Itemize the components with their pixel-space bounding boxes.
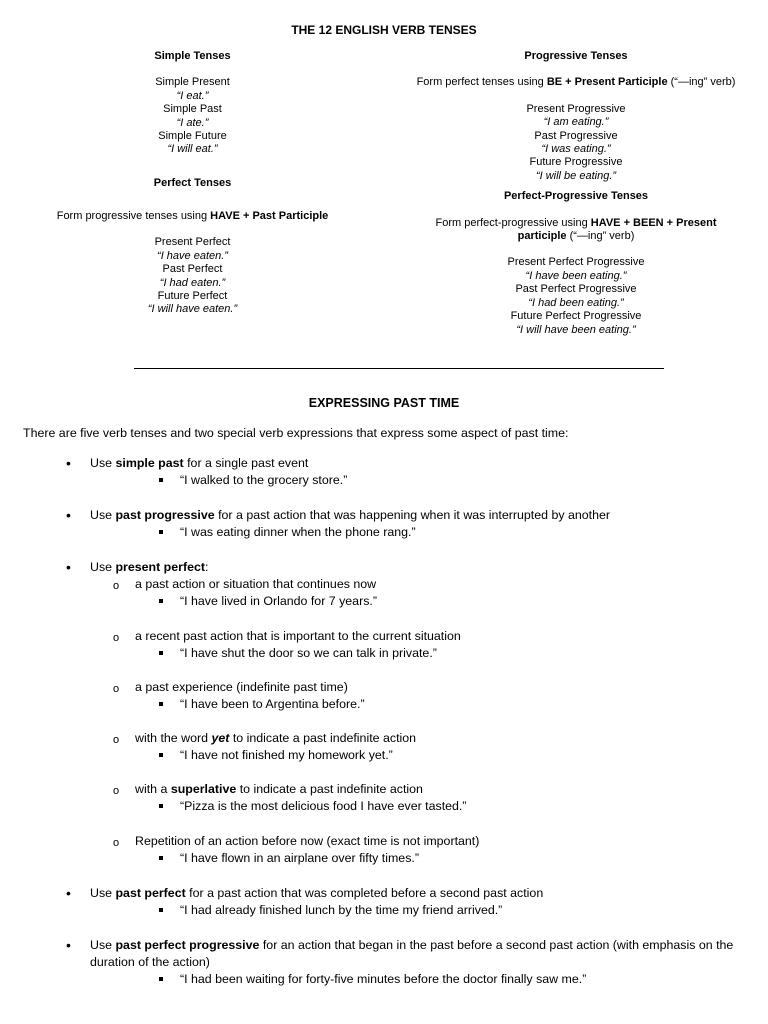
bullet-continuation: duration of the action) <box>90 955 210 969</box>
text: Use <box>90 560 116 574</box>
example-sentence: “I had already finished lunch by the time my friend arrived.” <box>180 903 503 917</box>
tense-name: Simple Future <box>158 130 227 143</box>
square-bullet-icon <box>159 478 163 482</box>
tense-example: “I eat.” <box>176 89 209 102</box>
tense-name: Past Progressive <box>534 129 618 142</box>
past-time-intro: There are five verb tenses and two special verb expressions that express some aspect of past time: <box>23 426 569 440</box>
tense-name: Past Perfect <box>162 263 223 276</box>
sub-item: Repetition of an action before now (exact time is not important) <box>135 834 480 848</box>
term: yet <box>211 731 230 745</box>
text: with the word <box>135 731 212 745</box>
text: to indicate a past indefinite action <box>229 731 417 745</box>
bullet-past-progressive <box>90 507 610 524</box>
example-sentence: “I walked to the grocery store.” <box>180 473 348 487</box>
tense-name: Present Perfect Progressive <box>507 256 645 269</box>
circle-bullet-icon: o <box>113 734 120 746</box>
perfect-progressive-description <box>400 217 752 230</box>
circle-bullet-icon: o <box>113 683 120 695</box>
tense-example: “I had eaten.” <box>159 276 226 289</box>
tense-example: “I have been eating.” <box>525 269 627 282</box>
tense-example: “I have eaten.” <box>157 249 228 262</box>
tense-name: Present Perfect <box>154 236 231 249</box>
text: for a past action that was completed before a second past action <box>185 886 544 900</box>
example-sentence: “I have been to Argentina before.” <box>180 697 365 711</box>
square-bullet-icon <box>159 753 163 757</box>
tense-example: “I will have been eating.” <box>516 323 636 336</box>
text: for a single past event <box>183 456 309 470</box>
simple-tenses-heading: Simple Tenses <box>154 50 231 62</box>
text: with a <box>135 782 171 796</box>
text: Use <box>90 456 116 470</box>
desc-bold: HAVE + Past Participle <box>210 210 329 222</box>
bullet-icon: • <box>66 455 71 471</box>
progressive-tenses-heading: Progressive Tenses <box>524 50 628 62</box>
tense-example: “I had been eating.” <box>528 296 624 309</box>
square-bullet-icon <box>159 702 163 706</box>
example-sentence: “I have not finished my homework yet.” <box>180 748 393 762</box>
term: simple past <box>115 456 184 470</box>
example-sentence: “I have shut the door so we can talk in private.” <box>180 646 437 660</box>
tense-name: Present Progressive <box>526 102 626 115</box>
text: for a past action that was happening when it was interrupted by another <box>214 508 611 522</box>
tense-name: Future Perfect <box>157 290 228 303</box>
past-time-heading: EXPRESSING PAST TIME <box>308 396 460 410</box>
example-sentence: “I had been waiting for forty-five minutes before the doctor finally saw me.” <box>180 972 587 986</box>
tense-name: Past Perfect Progressive <box>515 283 637 296</box>
text: Use <box>90 508 116 522</box>
sub-item <box>135 730 416 747</box>
progressive-tenses-description <box>400 76 752 89</box>
desc-text: (“—ing” verb) <box>566 230 635 243</box>
desc-text: Form perfect-progressive using <box>435 216 591 229</box>
square-bullet-icon <box>159 651 163 655</box>
progressive-tenses-section <box>400 50 752 337</box>
bullet-icon: • <box>66 937 71 953</box>
square-bullet-icon <box>159 977 163 981</box>
perfect-progressive-heading: Perfect-Progressive Tenses <box>503 190 649 203</box>
text: to indicate a past indefinite action <box>236 782 423 796</box>
sub-item: a past experience (indefinite past time) <box>135 680 348 694</box>
square-bullet-icon <box>159 804 163 808</box>
text: Use <box>90 938 116 952</box>
tense-example: “I am eating.” <box>543 116 609 129</box>
tense-example: “I was eating.” <box>541 143 611 156</box>
bullet-simple-past <box>90 455 308 472</box>
sub-item <box>135 781 423 798</box>
square-bullet-icon <box>159 530 163 534</box>
desc-text: (“—ing” verb) <box>667 76 736 89</box>
example-sentence: “I have flown in an airplane over fifty times.” <box>180 851 419 865</box>
perfect-tenses-section <box>30 210 355 317</box>
section-divider <box>134 368 664 369</box>
desc-bold: participle <box>517 230 567 243</box>
term: superlative <box>170 782 237 796</box>
document-title: THE 12 ENGLISH VERB TENSES <box>291 23 477 37</box>
example-sentence: “I have lived in Orlando for 7 years.” <box>180 594 377 608</box>
circle-bullet-icon: o <box>113 837 120 849</box>
text: Use <box>90 886 116 900</box>
bullet-icon: • <box>66 559 71 575</box>
example-sentence: “I was eating dinner when the phone rang.” <box>180 525 416 539</box>
simple-tenses-section <box>90 50 295 190</box>
bullet-icon: • <box>66 507 71 523</box>
bullet-icon: • <box>66 885 71 901</box>
text: : <box>205 560 209 574</box>
perfect-tenses-heading: Perfect Tenses <box>153 176 232 189</box>
tense-example: “I will be eating.” <box>535 169 617 182</box>
circle-bullet-icon: o <box>113 785 120 797</box>
desc-bold: HAVE + BEEN + Present <box>590 216 717 229</box>
example-sentence: “Pizza is the most delicious food I have ever tasted.” <box>180 799 467 813</box>
term: past perfect <box>115 886 186 900</box>
sub-item: a past action or situation that continues now <box>135 577 377 591</box>
sub-item: a recent past action that is important to the current situation <box>135 629 461 643</box>
tense-name: Future Progressive <box>529 156 623 169</box>
tense-example: “I will eat.” <box>167 143 218 156</box>
tense-example: “I will have eaten.” <box>147 303 238 316</box>
bullet-past-perfect <box>90 885 543 902</box>
desc-text: Form perfect tenses using <box>416 76 547 89</box>
term: present perfect <box>115 560 206 574</box>
term: past progressive <box>115 508 215 522</box>
tense-name: Simple Past <box>163 103 222 116</box>
square-bullet-icon <box>159 599 163 603</box>
text: for an action that began in the past before a second past action (with emphasis on the <box>259 938 734 952</box>
perfect-tenses-description <box>30 210 355 223</box>
circle-bullet-icon: o <box>113 580 120 592</box>
desc-bold: BE + Present Participle <box>546 76 668 89</box>
square-bullet-icon <box>159 908 163 912</box>
tense-example: “I ate.” <box>176 116 209 129</box>
perfect-progressive-description-cont <box>400 230 752 243</box>
tense-name: Simple Present <box>155 76 230 89</box>
square-bullet-icon <box>159 856 163 860</box>
bullet-past-perfect-progressive <box>90 937 733 954</box>
desc-text: Form progressive tenses using <box>56 210 211 222</box>
bullet-present-perfect <box>90 559 208 576</box>
term: past perfect progressive <box>115 938 260 952</box>
tense-name: Future Perfect Progressive <box>510 310 642 323</box>
circle-bullet-icon: o <box>113 632 120 644</box>
